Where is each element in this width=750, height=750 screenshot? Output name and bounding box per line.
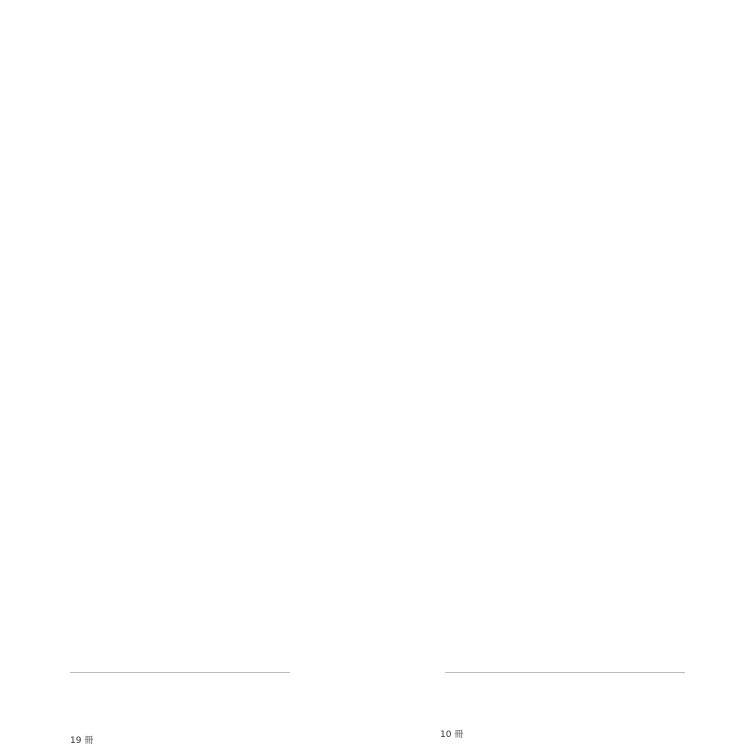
right-page-bottom-rule — [445, 672, 685, 673]
left-page-folio: 19 冊 — [70, 736, 94, 746]
right-page-side-text — [640, 130, 680, 660]
right-page-main-text — [448, 78, 630, 668]
right-page-folio: 10 冊 — [440, 730, 464, 740]
left-page-bottom-rule — [70, 672, 290, 673]
left-page-main-text — [70, 95, 242, 670]
left-page-annotation — [255, 140, 287, 660]
